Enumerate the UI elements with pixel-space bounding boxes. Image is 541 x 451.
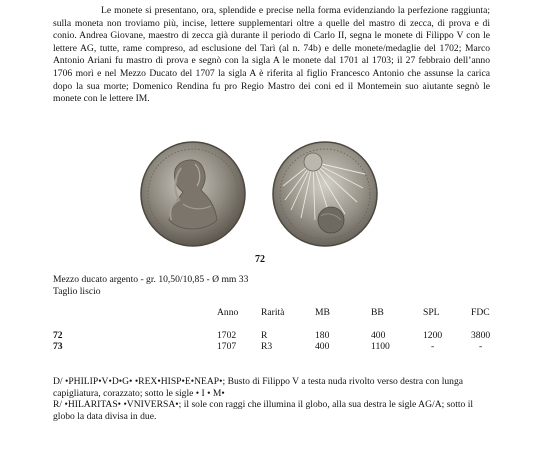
edge-line: Taglio liscio: [53, 285, 101, 297]
table-cell: -: [479, 341, 483, 353]
table-header-row: [53, 307, 505, 330]
col-header: FDC: [471, 307, 490, 319]
coin-description: [53, 274, 248, 297]
table-cell: 1100: [371, 341, 390, 353]
table-cell: 3800: [471, 329, 491, 341]
col-header: Rarità: [261, 307, 285, 319]
table-cell: R3: [261, 341, 273, 353]
table-row: [53, 330, 505, 342]
row-number: 73: [53, 341, 63, 353]
col-header: SPL: [423, 307, 440, 319]
col-header: BB: [371, 307, 384, 319]
table-cell: 180: [315, 329, 330, 341]
row-number: 72: [53, 329, 63, 341]
table-cell: 1200: [423, 329, 443, 341]
intro-paragraph: [53, 5, 490, 106]
table-cell: 400: [371, 329, 386, 341]
coin-photo: [135, 140, 385, 248]
table-cell: 400: [315, 341, 330, 353]
obverse-legend: D/ •PHILIP•V•D•G• •REX•HISP•E•NEAP•; Busto di Filippo V a testa nuda rivolto verso destra con lunga capigliatura, corazzato; sotto le sigle • I • M•: [53, 376, 464, 399]
coin-caption: 72: [255, 254, 265, 265]
coin-legend: [53, 376, 490, 422]
rarity-price-table: [53, 307, 505, 353]
coin-reverse: [273, 142, 377, 246]
table-cell: R: [261, 329, 268, 341]
table-cell: 1707: [217, 341, 237, 353]
intro-text: Le monete si presentano, ora, splendide e precise nella forma evidenziando la perfezione raggiunta; sulla moneta non troviamo più, incise, lettere supplementari oltre a quelle del mastro di zecca, di prova e di conio. Andrea Giovane, maestro di zecca già durante il periodo di Carlo II, segna le monete di Filippo V con le lettere AG, tutte, rame compreso, ad esclusione del Tarì (al n. 74b) e delle monete/medaglie del 1702; Marco Antonio Ariani fu mastro di prova e segnò con la sigla A le monete dal 1701 al 1703; il 27 febbraio dell’anno 1706 morì e nel Mezzo Ducato del 1707 la sigla A è riferita al figlio Francesco Antonio che assunse la carica dopo la sua morte; Domenico Rendina fu pro Regio Mastro dei coni ed il Montemein suo aiutante segnò le monete con le lettere IM.: [53, 5, 490, 105]
table-cell: -: [431, 341, 435, 353]
coin-obverse: [141, 142, 245, 246]
table-cell: 1702: [217, 329, 237, 341]
col-header: Anno: [217, 307, 239, 319]
table-row: [53, 341, 505, 353]
weight-line: Mezzo ducato argento - gr. 10,50/10,85 - Ø mm 33: [53, 274, 249, 285]
reverse-legend: R/ •HILARITAS• •VNIVERSA•; il sole con raggi che illumina il globo, alla sua destra le sigle AG/A; sotto il globo la data divisa in due.: [53, 399, 474, 422]
col-header: MB: [315, 307, 330, 319]
